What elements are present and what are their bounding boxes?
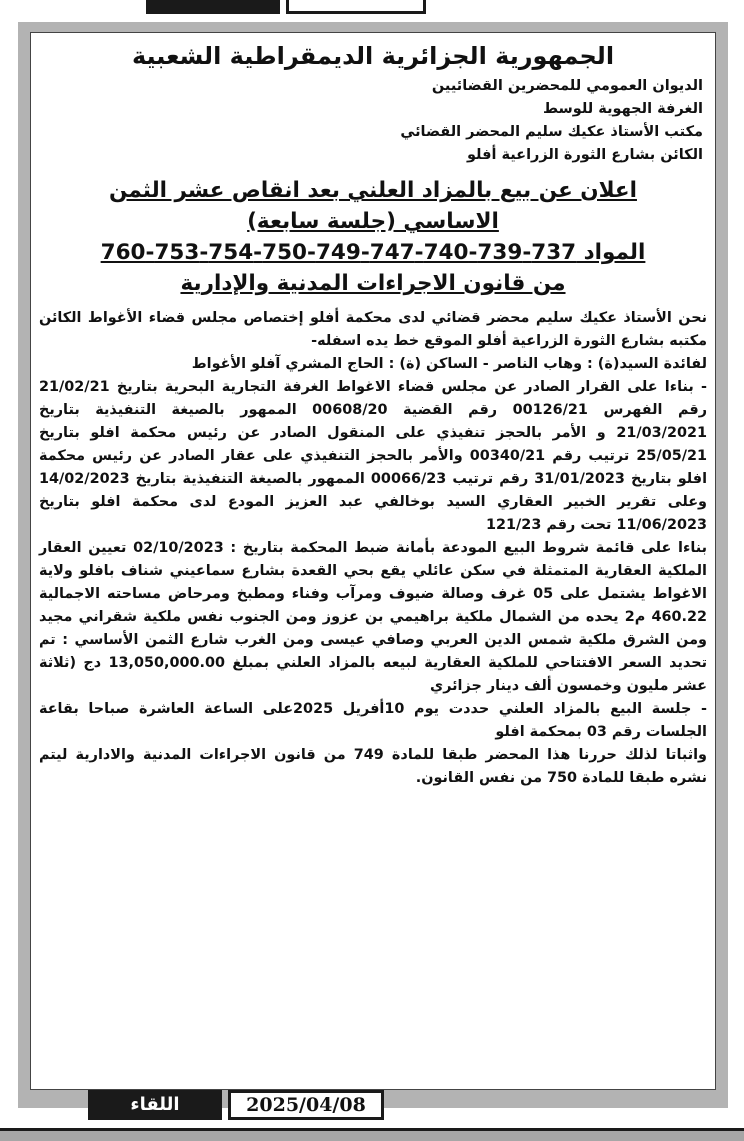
office-line: الديوان العمومي للمحضرين القضائيين <box>431 78 703 94</box>
announcement-title-line2: الاساسي (جلسة سابعة) <box>247 209 499 234</box>
announcement-frame <box>18 22 728 1108</box>
footer-bar <box>0 1088 744 1124</box>
bottom-strip <box>0 1128 744 1141</box>
closing-paragraph: واثباتا لذلك حررنا هذا المحضر طبقا للمادة 749 من قانون الاجراءات المدنية والادارية ليتم نشره طبقا للمادة 750 من نفس القانون. <box>39 747 707 786</box>
address-line: الكائن بشارع الثورة الزراعية أفلو <box>466 147 703 163</box>
beneficiary-paragraph: لفائدة السيد(ة) : وهاب الناصر - الساكن (ة) : الحاج المشري آفلو الأغواط <box>191 356 707 372</box>
top-date-block <box>286 0 426 14</box>
articles-line: المواد 737-739-740-747-749-750-754-753-760 <box>100 240 646 265</box>
newspaper-name: اللقاء <box>88 1090 222 1120</box>
announcement-body <box>39 307 707 790</box>
law-line: من قانون الاجراءات المدنية والإدارية <box>180 271 566 296</box>
decision-paragraph: - بناءا على القرار الصادر عن مجلس قضاء الاغواط الغرفة التجارية البحرية بتاريخ 21/02/21 رقم الفهرس 00126/21 رقم القضية 00608/20 الممهور بالصيغة التنفيذية بتاريخ 21/03/2021 و الأمر بالحجز تنفيذي على المنقول الصادر عن رئيس محكمة افلو بتاريخ 25/05/21 ترتيب رقم 00340/21 والأمر بالحجز التنفيذي على عقار الصادر عن رئيس محكمة افلو بتاريخ 31/01/2023 رقم ترتيب 00066/23 الممهور بالصيغة التنفيذية بتاريخ 14/02/2023 وعلى تقرير الخبير العقاري السيد بوخالفي عبد العزيز المودع لدى محكمة افلو بتاريخ 11/06/2023 تحت رقم 121/23 <box>39 379 708 533</box>
republic-title: الجمهورية الجزائرية الديمقراطية الشعبية <box>131 42 615 70</box>
chamber-line: الغرفة الجهوية للوسط <box>542 101 703 117</box>
session-paragraph: - جلسة البيع بالمزاد العلني حددت يوم 10أفريل 2025على الساعة العاشرة صباحا بقاعة الجلسات رقم 03 بمحكمة افلو <box>39 701 707 740</box>
announcement-title-line1: اعلان عن بيع بالمزاد العلني بعد انقاص عشر الثمن <box>109 178 637 203</box>
intro-paragraph: نحن الأستاذ عكيك سليم محضر قضائي لدى محكمة أفلو إختصاص مجلس قضاء الأغواط الكائن مكتبه بشارع الثورة الزراعية أفلو الموقع خط يده اسفله- <box>39 310 707 349</box>
bailiff-office-line: مكتب الأستاذ عكيك سليم المحضر القضائي <box>400 124 703 140</box>
announcement-box <box>30 32 716 1090</box>
property-paragraph: بناءا على قائمة شروط البيع المودعة بأمانة ضبط المحكمة بتاريخ : 02/10/2023 تعيين العقار الملكية العقارية المتمثلة في سكن عائلي يقع بحي القعدة بشارع سماعيني شناف بافلو ولاية الاغواط يشتمل على 05 غرف وصالة ضيوف ومرآب وفناء ومطبخ ومرحاض مساحته الاجمالية 460.22 م2 يحده من الشمال ملكية براهيمي بن عزوز ومن الجنوب نفس ملكية شقراني مجيد ومن الشرق ملكية شمس الدين العربي وصافي عيسى ومن الغرب شارع الثمن الأساسي : تم تحديد السعر الافتتاحي للملكية العقارية لبيعه بالمزاد العلني بمبلغ 13,050,000.00 دج (ثلاثة عشر مليون وخمسون ألف دينار جزائري <box>39 540 708 694</box>
top-strip <box>0 0 744 18</box>
publication-date: 2025/04/08 <box>228 1090 384 1120</box>
top-dark-block <box>146 0 280 14</box>
